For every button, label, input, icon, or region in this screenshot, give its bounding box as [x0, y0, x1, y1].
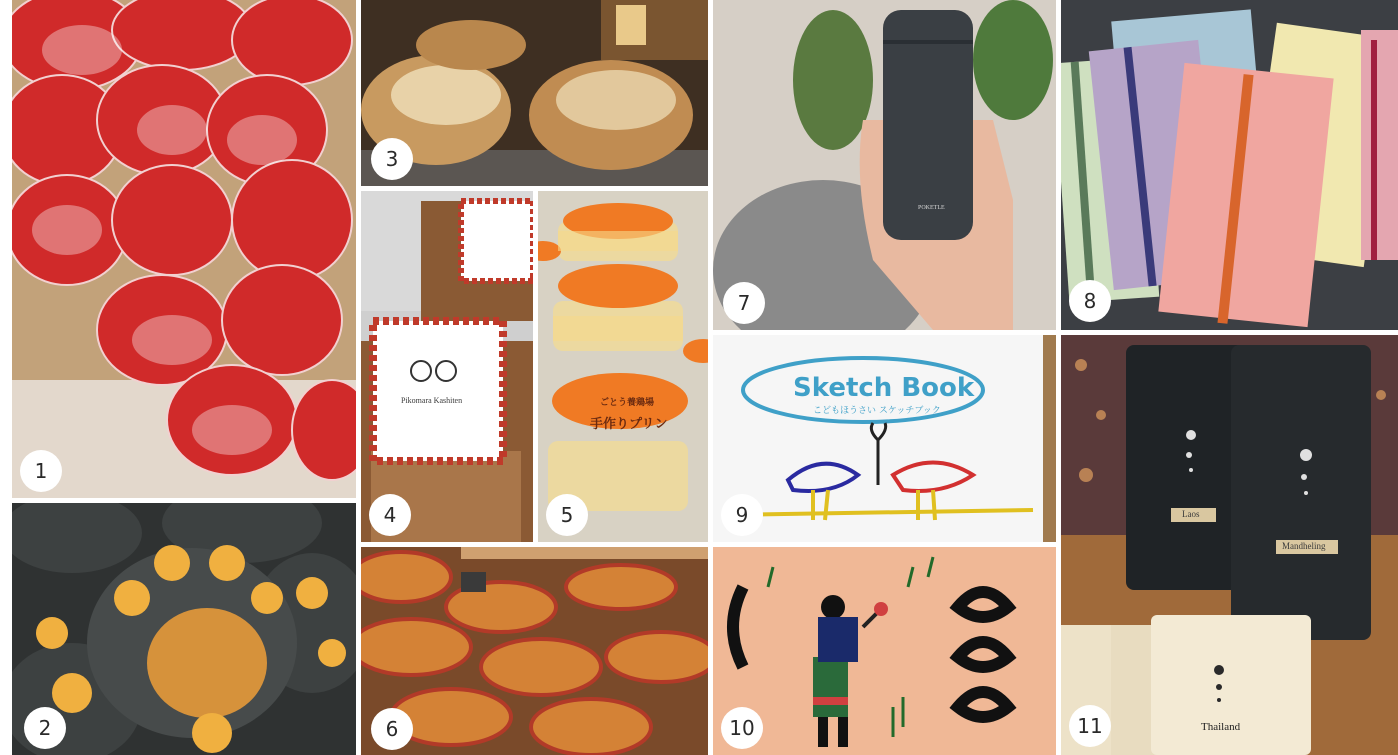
photo-notebooks — [1061, 0, 1398, 330]
tile-number-badge: 11 — [1069, 705, 1111, 747]
photo-strawberry-tart — [12, 0, 356, 498]
photo-bread-loaves — [361, 0, 708, 186]
photo-croissants — [361, 547, 708, 755]
tile-number-badge: 2 — [24, 707, 66, 749]
cake-brand-label: Pikomara Kashiten — [401, 396, 463, 405]
photo-coffee-bags — [1061, 335, 1398, 755]
photo-thermos — [713, 0, 1056, 330]
tile-number-badge: 1 — [20, 450, 62, 492]
photo-pound-cake — [361, 191, 533, 542]
sketch-book-title: Sketch Book — [793, 373, 975, 403]
tile-number-badge: 10 — [721, 707, 763, 749]
sketch-book-subtitle: こどもほうさい スケッチブック — [813, 406, 941, 416]
pudding-label-primary: 手作りプリン — [590, 417, 668, 432]
tile-number-badge: 6 — [371, 708, 413, 750]
coffee-label-mandheling: Mandheling — [1282, 541, 1326, 551]
photo-sketch-book — [713, 335, 1056, 542]
tile-number-badge: 7 — [723, 282, 765, 324]
tile-number-badge: 5 — [546, 494, 588, 536]
coffee-label-laos: Laos — [1182, 509, 1200, 519]
photo-embroidery — [713, 547, 1056, 755]
photo-pudding-cups — [538, 191, 708, 542]
photo-paw-buns — [12, 503, 356, 755]
thermos-brand-label: POKETLE — [918, 205, 945, 211]
tile-number-badge: 4 — [369, 494, 411, 536]
tile-number-badge: 8 — [1069, 280, 1111, 322]
tile-number-badge: 3 — [371, 138, 413, 180]
coffee-label-thailand: Thailand — [1201, 721, 1241, 733]
tile-number-badge: 9 — [721, 494, 763, 536]
pudding-label-secondary: ごとう養鶏場 — [600, 398, 655, 408]
